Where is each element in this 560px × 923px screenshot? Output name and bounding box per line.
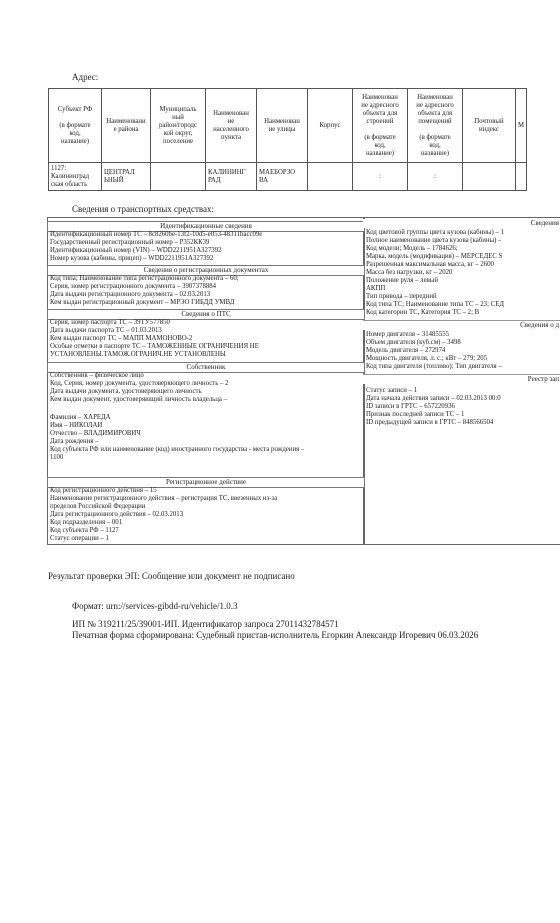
pts-line: Серия, номер паспорта ТС – 39ТУ577850 (50, 319, 170, 326)
reg-action-line: пределов Российской Федерации (50, 503, 146, 510)
pts-line: Особые отметки в паспорте ТС – ТАМОЖЕННЫЕ ОГРАНИЧЕНИЯ НЕ (50, 343, 259, 350)
owner-line: Фамилия – ХАРЕДА (50, 414, 111, 421)
address-cell: : (408, 163, 463, 191)
vehicle-title: Сведения о транспортных средствах: (72, 204, 215, 214)
right-top-line: АКПП (366, 285, 386, 292)
registration-docs-line: Код типа; Наименование типа регистрационного документа – 60; (50, 275, 239, 282)
pts-header: Сведения о ПТС (47, 309, 365, 320)
address-cell (516, 163, 527, 191)
address-header-cell: Наименован ие адресного объекта для помещений (в формате код, название) (408, 89, 463, 163)
right-top-line: Код модели; Модель – 1784626; (366, 245, 458, 252)
right-top-line: Полное наименование цвета кузова (кабины) – (366, 237, 502, 244)
right-top-line: Тип привода – передний (366, 293, 437, 300)
reg-action-line: Статус операции – 1 (50, 535, 109, 542)
address-cell: 1127: Калининград ская область (49, 163, 102, 191)
owner-line: Собственник – физическое лицо (50, 372, 144, 379)
right-registry-line: ID записи в ГРТС – 657220936 (366, 403, 455, 410)
address-header-cell: Наименован ие адресного объекта для строений (в формате код, название) (353, 89, 408, 163)
address-header-cell: Наименовани е района (102, 89, 151, 163)
right-engine-line: Код типа двигателя (топливо); Тип двигателя – (366, 363, 502, 370)
right-registry-line: Признак последней записи ТС – 1 (366, 411, 465, 418)
registration-docs-header: Сведения о регистрационных документах (47, 265, 365, 276)
reg-action-line: Код субъекта РФ – 1127 (50, 527, 119, 534)
owner-header: Собственник (47, 362, 365, 373)
reg-action-line: Код регистрационного действия – 15 (50, 487, 157, 494)
print-line: Печатная форма сформирована: Судебный пристав-исполнитель Егоркин Александр Игоревич 06.03.2026 (72, 630, 479, 640)
reg-action-line: Наименование регистрационного действия – регистрация ТС, ввезенных из-за (50, 495, 278, 502)
identification-line: Идентификационный номер (VIN) – WDD2211951A327392 (50, 247, 222, 254)
right-top-line: Масса без нагрузки, кг – 2020 (366, 269, 453, 276)
identification-line: Идентификационный номер ТС – 8c8260be-13f2-10d5-e053-48311bacc09e (50, 231, 263, 238)
right-registry-line: Дата начала действия записи – 02.03.2013 00:0 (366, 395, 501, 402)
right-registry-header: Реестр зап (363, 375, 559, 384)
address-cell (308, 163, 353, 191)
address-cell: ЦЕНТРАЛ ЬНЫЙ (102, 163, 151, 191)
right-engine-line: Объем двигателя (куб.см) – 3498 (366, 339, 461, 346)
right-engine-line: Мощность двигателя, л. с.; кВт – 279; 205 (366, 355, 488, 362)
pts-line: УСТАНОВЛЕНЫ.ТАМОЖ.ОГРАНИЧ.НЕ УСТАНОВЛЕНЫ (50, 351, 226, 358)
right-top-line: Положение руля – левый (366, 277, 438, 284)
check-result: Результат проверки ЭП: Сообщение или документ не подписано (48, 571, 295, 581)
address-header-cell: Наименован ие улицы (257, 89, 308, 163)
right-top-line: Код категории ТС, Категория ТС – 2; В (366, 309, 480, 316)
address-header-cell: М (516, 89, 527, 163)
right-registry-line: ID предыдущей записи в ГРТС – 848566504 (366, 419, 494, 426)
owner-line: Дата рождения – (50, 438, 99, 445)
owner-line: Имя – НИКОЛАЙ (50, 422, 103, 429)
address-header-cell: Почтовый индекс (463, 89, 516, 163)
address-cell: : (353, 163, 408, 191)
right-top-line: Код типа ТС; Наименование типа ТС – 23; СЕД (366, 301, 504, 308)
identification-line: Номер кузова (кабины, прицеп) – WDD2211951A327392 (50, 255, 214, 262)
registration-docs-line: Дата выдачи регистрационного документа – 02.03.2013 (50, 291, 211, 298)
owner-line: Дата выдачи документа, удостоверяющего личность (50, 388, 202, 395)
owner-line: Кем выдан документ, удостоверяющий личность владельца – (50, 396, 228, 403)
right-top-header: Сведения (363, 219, 559, 228)
registration-docs-line: Кем выдан регистрационный документ – МРЭО ГИБДД УМВД (50, 299, 235, 306)
right-registry-line: Статус записи – 1 (366, 387, 418, 394)
address-title: Адрес: (72, 72, 99, 82)
right-engine-line: Номер двигателя – 31485555 (366, 331, 450, 338)
address-header-cell: Муниципаль ный район/городс кой округ, поселение (151, 89, 206, 163)
identification-line: Государственный регистрационный номер – Р352КК39 (50, 239, 210, 246)
address-header-cell: Корпус (308, 89, 353, 163)
pts-line: Дата выдачи паспорта ТС – 01.03.2013 (50, 327, 162, 334)
reg-action-header: Регистрационное действие (47, 477, 365, 488)
registration-docs-line: Серия, номер регистрационного документа – 3907378884 (50, 283, 217, 290)
address-cell: МАЕБОРЗО ВА (257, 163, 308, 191)
pts-line: Кем выдан паспорт ТС – МАПП МАМОНОВО-2 (50, 335, 193, 342)
right-top-line: Код цветовой группы цвета кузова (кабины) – 1 (366, 229, 504, 236)
right-engine-header: Сведения о д (363, 321, 559, 330)
address-cell (151, 163, 206, 191)
owner-line: Отчество – ВЛАДИМИРОВИЧ (50, 430, 141, 437)
owner-line: 1100 (50, 454, 64, 461)
owner-line: Код, Серия, номер документа, удостоверяющего личность – 2 (50, 380, 229, 387)
reg-action-line: Дата регистрационного действия – 02.03.2013 (50, 511, 184, 518)
address-header-cell: Субъект РФ (в формате код, название) (49, 89, 102, 163)
right-top-line: Разрешенная максимальная масса, кг – 2600 (366, 261, 494, 268)
address-cell: КАЛИНИНГ РАД (206, 163, 257, 191)
address-header-cell: Наименован ие населенного пункта (206, 89, 257, 163)
ip-line: ИП № 319211/25/39001-ИП. Идентификатор запроса 27011432784571 (72, 619, 339, 629)
address-table (48, 88, 527, 191)
owner-line: Код субъекта РФ или наименование (код) иностранного государства - места рождения – (50, 446, 305, 453)
right-top-line: Марка, модель (модификация) – МЕРСЕДЕС S (366, 253, 503, 260)
identification-header: Идентификационные сведения (47, 221, 365, 232)
format-line: Формат: urn://services-gibdd-ru/vehicle/1.0.3 (72, 601, 238, 611)
address-cell (463, 163, 516, 191)
right-engine-line: Модель двигателя – 272974 (366, 347, 446, 354)
reg-action-line: Код подразделения – 001 (50, 519, 123, 526)
